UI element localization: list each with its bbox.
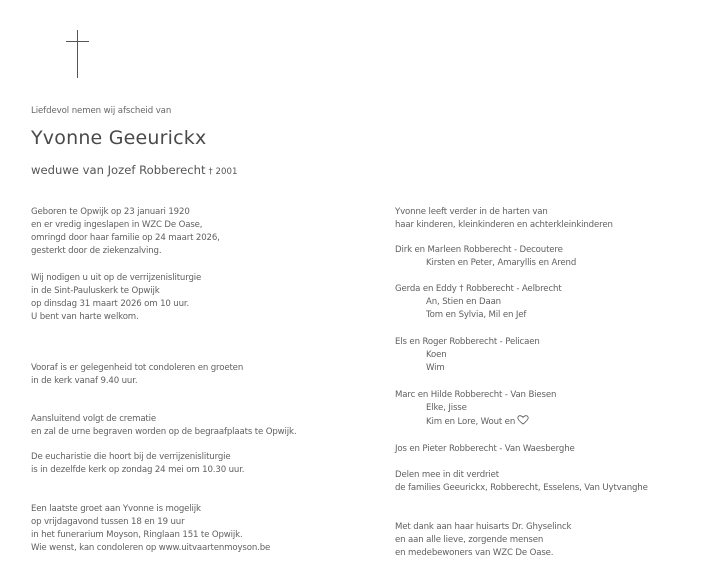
text-line: omringd door haar familie op 24 maart 2026, xyxy=(31,233,220,243)
text-line: Yvonne leeft verder in de harten van xyxy=(395,207,548,217)
farewell-paragraph xyxy=(31,503,270,555)
text-line: U bent van harte welkom. xyxy=(31,312,139,322)
text-line: en zal de urne begraven worden op de begraafplaats te Opwijk. xyxy=(31,427,297,437)
text-line: Delen mee in dit verdriet xyxy=(395,470,499,480)
family-parents: Jos en Pieter Robberecht - Van Waesberghe xyxy=(395,444,575,454)
family-children: Wim xyxy=(426,363,445,373)
family-gerda xyxy=(395,283,562,322)
condolence-paragraph xyxy=(31,362,243,388)
family-children: Kirsten en Peter, Amaryllis en Arend xyxy=(426,258,577,268)
text-line: en medebewoners van WZC De Oase. xyxy=(395,548,554,558)
birth-paragraph xyxy=(31,206,220,258)
text-line: de families Geeurickx, Robberecht, Esselens, Van Uytvanghe xyxy=(395,483,648,493)
text-line: en aan alle lieve, zorgende mensen xyxy=(395,535,544,545)
widow-dagger-year: † 2001 xyxy=(208,167,238,177)
eucharist-paragraph xyxy=(31,451,244,477)
text-line: in de kerk vanaf 9.40 uur. xyxy=(31,376,138,386)
cross-horizontal-bar xyxy=(66,41,89,42)
latin-cross-icon xyxy=(66,30,89,78)
widow-text: weduwe van Jozef Robberecht xyxy=(31,163,206,177)
deceased-name: Yvonne Geeurickx xyxy=(31,127,207,149)
text-line: gesterkt door de ziekenzalving. xyxy=(31,246,162,256)
text-line: op dinsdag 31 maart 2026 om 10 uur. xyxy=(31,299,190,309)
share-paragraph xyxy=(395,469,648,495)
text-line: op vrijdagavond tussen 18 en 19 uur xyxy=(31,517,185,527)
family-parents: Gerda en Eddy † Robberecht - Aelbrecht xyxy=(395,284,562,294)
family-children-with-heart xyxy=(395,415,556,430)
text-line: Een laatste groet aan Yvonne is mogelijk xyxy=(31,504,201,514)
family-parents: Els en Roger Robberecht - Pelicaen xyxy=(395,337,540,347)
family-children-text: Kim en Lore, Wout en xyxy=(426,417,516,427)
family-marc xyxy=(395,389,556,430)
family-children: Elke, Jisse xyxy=(426,403,467,413)
family-els xyxy=(395,336,540,375)
text-line: is in dezelfde kerk op zondag 24 mei om 10.30 uur. xyxy=(31,465,245,475)
text-line: Geboren te Opwijk op 23 januari 1920 xyxy=(31,207,190,217)
widow-line xyxy=(31,163,237,177)
family-jos xyxy=(395,443,575,456)
family-dirk xyxy=(395,244,576,270)
heart-outline-icon xyxy=(517,415,529,430)
cross-vertical-bar xyxy=(77,30,78,78)
family-children: An, Stien en Daan xyxy=(426,297,501,307)
family-parents: Dirk en Marleen Robberecht - Decoutere xyxy=(395,245,563,255)
family-children: Tom en Sylvia, Mil en Jef xyxy=(426,310,527,320)
text-line: Wij nodigen u uit op de verrijzenisliturgie xyxy=(31,273,202,283)
text-line: in de Sint-Pauluskerk te Opwijk xyxy=(31,286,160,296)
text-line: haar kinderen, kleinkinderen en achterkleinkinderen xyxy=(395,220,613,230)
family-children: Koen xyxy=(426,350,447,360)
text-line: en er vredig ingeslapen in WZC De Oase, xyxy=(31,220,203,230)
thanks-paragraph xyxy=(395,521,571,560)
family-parents: Marc en Hilde Robberecht - Van Biesen xyxy=(395,390,557,400)
text-line: Vooraf is er gelegenheid tot condoleren en groeten xyxy=(31,363,244,373)
invitation-paragraph xyxy=(31,272,201,324)
lives-on-paragraph xyxy=(395,206,613,232)
text-line: Aansluitend volgt de crematie xyxy=(31,414,157,424)
intro-text: Liefdevol nemen wij afscheid van xyxy=(31,106,172,116)
cremation-paragraph xyxy=(31,413,296,439)
text-line: Met dank aan haar huisarts Dr. Ghyselinck xyxy=(395,522,572,532)
text-line: in het funerarium Moyson, Ringlaan 151 te Opwijk. xyxy=(31,530,243,540)
text-line: Wie wenst, kan condoleren op www.uitvaartenmoyson.be xyxy=(31,543,271,553)
text-line: De eucharistie die hoort bij de verrijzenisliturgie xyxy=(31,452,231,462)
